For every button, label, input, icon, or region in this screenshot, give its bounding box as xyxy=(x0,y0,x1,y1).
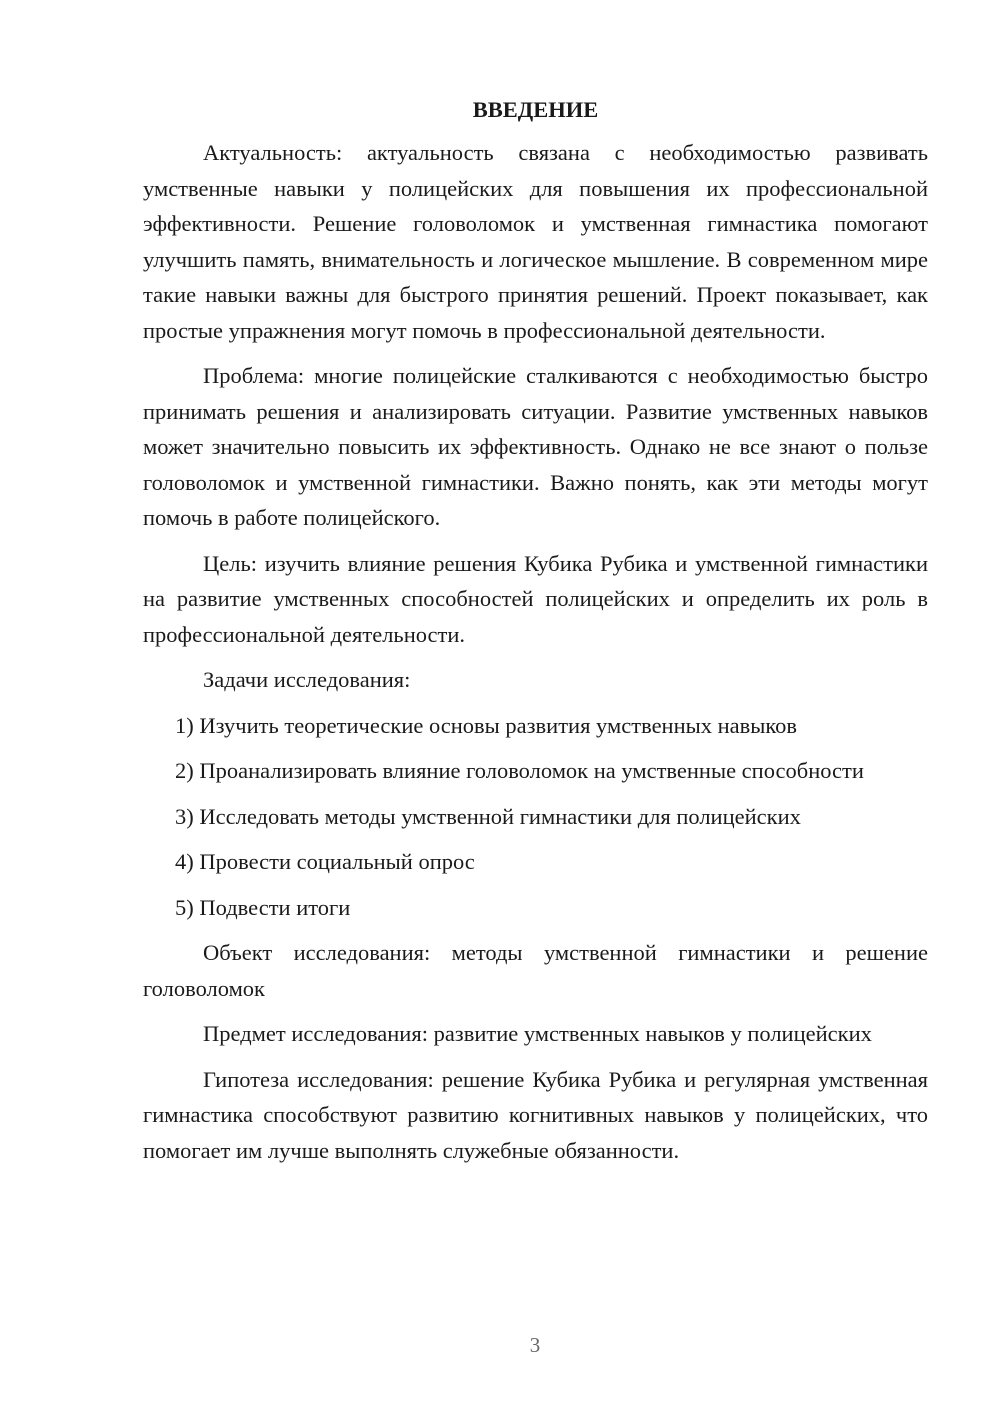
hypothesis-paragraph: Гипотеза исследования: решение Кубика Рубика и регулярная умственная гимнастика способствуют развитию когнитивных навыков у полицейских, что помогает им лучше выполнять служебные обязанности. xyxy=(143,1066,928,1163)
task-item: 1) Изучить теоретические основы развития умственных навыков xyxy=(175,712,798,738)
problem-paragraph: Проблема: многие полицейские сталкиваются с необходимостью быстро принимать решения и анализировать ситуации. Развитие умственных навыков может значительно повысить их эффективность. Однако не все знают о пользе головоломок и умственной гимнастики. Важно понять, как эти методы могут помочь в работе полицейского. xyxy=(143,363,928,530)
task-item: 2) Проанализировать влияние головоломок на умственные способности xyxy=(175,758,864,783)
relevance-paragraph: Актуальность: актуальность связана с необходимостью развивать умственные навыки у полицейских для повышения их профессиональной эффективности. Решение головоломок и умственная гимнастика помогают улучшить память, внимательность и логическое мышление. В современном мире такие навыки важны для быстрого принятия решений. Проект показывает, как простые упражнения могут помочь в профессиональной деятельности. xyxy=(143,140,928,343)
tasks-heading: Задачи исследования: xyxy=(203,667,411,692)
subject-paragraph: Предмет исследования: развитие умственных навыков у полицейских xyxy=(203,1021,872,1046)
object-paragraph: Объект исследования: методы умственной гимнастики и решение головоломок xyxy=(143,940,928,1001)
page-title: ВВЕДЕНИЕ xyxy=(472,97,599,122)
task-item: 4) Провести социальный опрос xyxy=(175,849,475,874)
document-page xyxy=(143,95,928,1178)
page-number: 3 xyxy=(529,1333,541,1357)
goal-paragraph: Цель: изучить влияние решения Кубика Рубика и умственной гимнастики на развитие умственных способностей полицейских и определить их роль в профессиональной деятельности. xyxy=(143,550,928,647)
task-item: 3) Исследовать методы умственной гимнастики для полицейских xyxy=(175,803,801,829)
task-item: 5) Подвести итоги xyxy=(175,894,351,920)
